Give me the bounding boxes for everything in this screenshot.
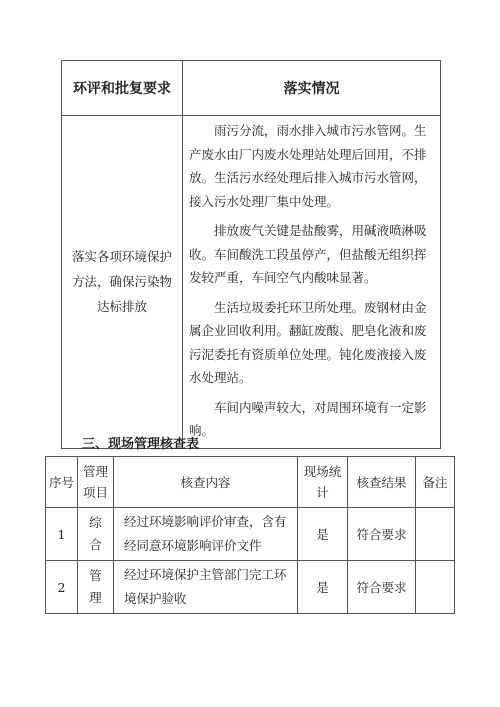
table1-header-row bbox=[62, 61, 441, 116]
implementation-paragraph-gas: 排放废气关键是盐酸雾，用碱液喷淋吸收。车间酸洗工段虽停产，但盐酸无组织挥发较严重，车间空气内酸味显著。 bbox=[189, 223, 427, 285]
table1-header-requirements: 环评和批复要求 bbox=[62, 61, 183, 116]
header-check-result: 核查结果 bbox=[348, 457, 416, 508]
project-char: 管 bbox=[89, 568, 102, 583]
implementation-paragraph-water: 雨污分流，雨水排入城市污水管网。生产废水由厂内废水处理站处理后回用，不排放。生活污水经处理后排入城市污水管网，接入污水处理厂集中处理。 bbox=[189, 123, 427, 209]
section-title: 三、现场管理核查表 bbox=[82, 437, 200, 452]
header-site-statistics: 现场统计 bbox=[298, 457, 348, 508]
header-check-content: 核查内容 bbox=[114, 457, 298, 508]
implementation-paragraph-noise: 车间内噪声较大，对周围环境有一定影响。 bbox=[189, 399, 427, 438]
table1-header-implementation: 落实情况 bbox=[183, 61, 441, 116]
table-row bbox=[46, 561, 455, 614]
project-cell bbox=[78, 561, 114, 614]
table1-implementation-cell bbox=[183, 116, 441, 449]
table1-requirement-cell: 落实各项环境保护方法，确保污染物达标排放 bbox=[62, 116, 183, 449]
site-management-checklist-table bbox=[45, 456, 455, 614]
row-site-statistic: 是 bbox=[298, 508, 348, 561]
project-cell bbox=[78, 508, 114, 561]
row-check-result: 符合要求 bbox=[348, 508, 416, 561]
header-remarks: 备注 bbox=[416, 457, 455, 508]
row-check-result: 符合要求 bbox=[348, 561, 416, 614]
row-remarks bbox=[416, 508, 455, 561]
row-check-content: 经过环境影响评价审查，含有经同意环境影响评价文件 bbox=[114, 508, 298, 561]
table2-header-row bbox=[46, 457, 455, 508]
row-site-statistic: 是 bbox=[298, 561, 348, 614]
project-char: 综 bbox=[89, 515, 102, 530]
header-serial-number: 序号 bbox=[46, 457, 78, 508]
row-check-content: 经过环境保护主管部门完工环境保护验收 bbox=[114, 561, 298, 614]
implementation-paragraph-waste: 生活垃圾委托环卫所处理。废钢材由金属企业回收利用。翻缸废酸、肥皂化液和废污泥委托有资质单位处理。钝化废液接入废水处理站。 bbox=[189, 299, 427, 385]
environmental-requirements-table bbox=[61, 60, 441, 449]
project-char: 合 bbox=[89, 537, 102, 552]
row-serial-number: 2 bbox=[46, 561, 78, 614]
header-management-project: 管理项目 bbox=[78, 457, 114, 508]
table1-row bbox=[62, 116, 441, 449]
row-remarks bbox=[416, 561, 455, 614]
project-char: 理 bbox=[89, 590, 102, 605]
row-serial-number: 1 bbox=[46, 508, 78, 561]
table-row bbox=[46, 508, 455, 561]
